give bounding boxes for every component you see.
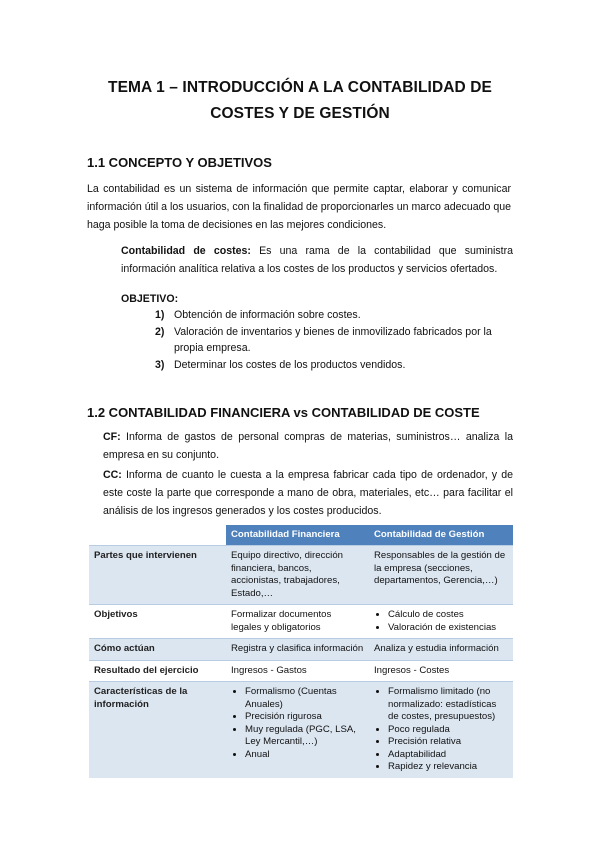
list-text: Obtención de información sobre costes. [174,309,361,321]
list-item: • Formalismo (Cuentas Anuales) [245,686,364,711]
table-row [89,639,513,661]
cf-text: Informa de gastos de personal compras de materias, suministros… analiza la empresa en su conjunto. [103,431,513,461]
row-label: Objetivos [89,605,226,639]
table-header-gestion: Contabilidad de Gestión [369,525,513,546]
cell-financiera [226,682,369,778]
cc-label: CC: [103,469,122,481]
table-header-row [89,525,513,546]
objetivos-list [155,307,515,373]
bullet-list [231,686,364,761]
cf-label: CF: [103,431,121,443]
section-2-heading: 1.2 CONTABILIDAD FINANCIERA vs CONTABILIDAD DE COSTE [87,405,480,420]
list-item: • Anual [245,749,364,762]
document-title [60,75,540,127]
comparison-table [89,525,513,778]
list-text: Valoración de inventarios y bienes de inmovilizado fabricados por la propia empresa. [174,325,492,354]
list-item: • Valoración de existencias [388,622,508,635]
bullet-list [374,686,508,774]
list-number: 1) [155,309,165,321]
cell-gestion [369,682,513,778]
cf-paragraph [103,428,513,464]
cell-gestion: Ingresos - Costes [369,660,513,682]
cell-gestion: Responsables de la gestión de la empresa (secciones, departamentos, Gerencia,…) [369,546,513,605]
section-1-intro: La contabilidad es un sistema de información que permite captar, elaborar y comunicar información útil a los usuarios, con la finalidad de proporcionarles un marco adecuado que haga posible la toma de decisiones en las mejores condiciones. [87,183,512,231]
definition-text: Es una rama de la contabilidad que suministra información analítica relativa a los costes de los productos y servicios ofertados. [121,245,513,275]
list-number: 2) [155,325,165,338]
section-1-heading: 1.1 CONCEPTO Y OBJETIVOS [87,155,272,170]
objetivo-label: OBJETIVO: [121,293,179,305]
row-label: Partes que intervienen [89,546,226,605]
table-row [89,682,513,778]
list-number: 3) [155,358,165,371]
list-item: • Cálculo de costes [388,609,508,622]
list-item: • Muy regulada (PGC, LSA, Ley Mercantil,…) [245,724,364,749]
list-item: • Formalismo limitado (no normalizado: estadísticas de costes, presupuestos) [388,686,508,724]
row-label: Cómo actúan [89,639,226,661]
cell-financiera: Ingresos - Gastos [226,660,369,682]
row-label: Resultado del ejercicio [89,660,226,682]
title-line-2: COSTES Y DE GESTIÓN [210,105,390,122]
cell-gestion: Analiza y estudia información [369,639,513,661]
cc-paragraph [103,466,513,520]
cell-financiera: Equipo directivo, dirección financiera, bancos, accionistas, trabajadores, Estado,… [226,546,369,605]
list-item [155,307,515,324]
row-label: Características de la información [89,682,226,778]
list-item: • Rapidez y relevancia [388,761,508,774]
list-item: • Precisión relativa [388,736,508,749]
list-item [155,324,515,357]
table-header-financiera: Contabilidad Financiera [226,525,369,546]
definition-label: Contabilidad de costes: [121,245,251,257]
bullet-list [374,609,508,634]
table-row [89,605,513,639]
table-row [89,660,513,682]
cell-financiera: Formalizar documentos legales y obligatorios [226,605,369,639]
list-item: • Precisión rigurosa [245,711,364,724]
list-item [155,357,515,374]
cell-gestion [369,605,513,639]
list-item: • Adaptabilidad [388,749,508,762]
definition-paragraph [121,242,513,278]
list-text: Determinar los costes de los productos vendidos. [174,358,406,371]
table-header-blank [89,525,226,546]
table-row [89,546,513,605]
title-line-1: TEMA 1 – INTRODUCCIÓN A LA CONTABILIDAD DE [108,79,492,96]
cc-text: Informa de cuanto le cuesta a la empresa fabricar cada tipo de ordenador, y de este coste la parte que corresponde a mano de obra, materiales, etc… para facilitar el análisis de los ingresos generados y los costes producidos. [103,469,513,517]
cell-financiera: Registra y clasifica información [226,639,369,661]
list-item: • Poco regulada [388,724,508,737]
